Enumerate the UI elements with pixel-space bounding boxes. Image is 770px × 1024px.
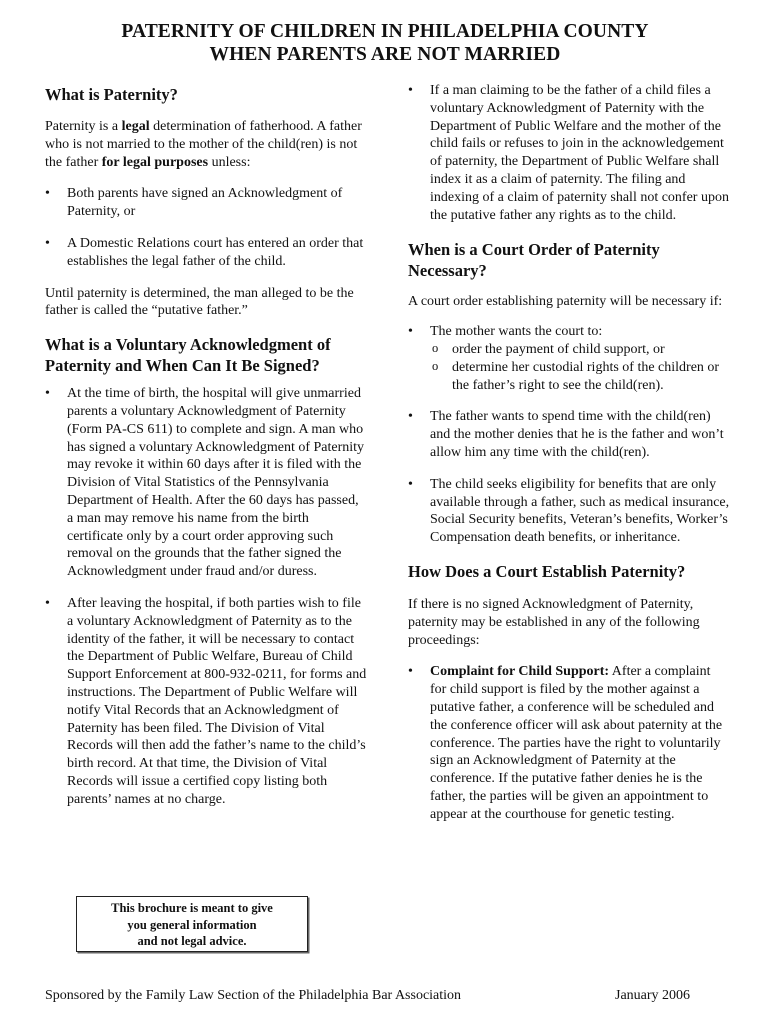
text: determination of fatherhood. A father who is not married to the mother of the child(ren) is not the father (45, 119, 362, 170)
list-item: • The child seeks eligibility for benefits that are only available through a father, such as medical insurance, Social Security benefits, Veteran’s benefits, Worker’s Compensation death benefits, or inheritance. (408, 476, 730, 547)
text: After a complaint for child support is filed by the mother against a putative father, a conference will be scheduled and the conference officer will ask about paternity at the conference. The parties have the right to voluntarily sign an Acknowledgment of Paternity at the conference. If the putative father denies he is the father, the parties will be given an appointment to appear at the courthouse for genetic testing. (430, 664, 723, 822)
text-bold: Complaint for Child Support: (430, 664, 610, 680)
list-item (408, 663, 730, 823)
sub-list-item: o order the payment of child support, or (430, 341, 730, 359)
text: unless: (208, 154, 251, 170)
paragraph-court-order: A court order establishing paternity will be necessary if: (408, 294, 723, 310)
bullet-list-proceedings (408, 663, 730, 823)
bullet-list-claim (408, 82, 730, 224)
list-item: • A Domestic Relations court has entered an order that establishes the legal father of the child. (45, 235, 367, 271)
title-line-2: WHEN PARENTS ARE NOT MARRIED (209, 44, 561, 65)
sub-list-item: o determine her custodial rights of the children or the father’s right to see the child(ren). (430, 359, 730, 395)
bullet-list-voluntary (45, 385, 367, 808)
text-bold: for legal purposes (101, 154, 209, 170)
heading-court-order-necessary: When is a Court Order of Paternity Necessary? (408, 240, 660, 281)
list-item: • The father wants to spend time with the child(ren) and the mother denies that he is the father and won’t allow him any time with the child(ren). (408, 408, 730, 461)
heading-court-establish: How Does a Court Establish Paternity? (408, 561, 686, 581)
list-item-text: The mother wants the court to: (430, 324, 603, 340)
footer-date: January 2006 (615, 988, 691, 1003)
disclaimer-line: and not legal advice. (137, 934, 247, 948)
page-title (0, 20, 770, 66)
paragraph-paternity-definition (45, 118, 367, 171)
sub-list (430, 341, 730, 394)
bullet-list-court-order (408, 323, 730, 547)
title-line-1: PATERNITY OF CHILDREN IN PHILADELPHIA COUNTY (121, 21, 649, 42)
disclaimer-line: you general information (127, 917, 257, 932)
right-column (408, 82, 730, 824)
paragraph-putative-father: Until paternity is determined, the man alleged to be the father is called the “putative father.” (45, 285, 354, 319)
footer-sponsor: Sponsored by the Family Law Section of the Philadelphia Bar Association (45, 988, 462, 1003)
left-column (45, 80, 367, 809)
disclaimer-line: This brochure is meant to give (111, 901, 273, 915)
list-item: • If a man claiming to be the father of a child files a voluntary Acknowledgment of Paternity with the Department of Public Welfare and the mother of the child fails or refuses to join in the acknowledgement of paternity, the Department of Public Welfare shall index it as a claim of paternity. The filing and indexing of a claim of paternity shall not confer upon the putative father any rights as to the child. (408, 82, 730, 224)
list-item: • At the time of birth, the hospital will give unmarried parents a voluntary Acknowledgment of Paternity (Form PA-CS 611) to complete and sign. A man who has signed a voluntary Acknowledgment of Paternity may revoke it within 60 days after it is filed with the Division of Vital Statistics of the Pennsylvania Department of Health. After the 60 days has passed, a man may remove his name from the birth certificate only by a court order approving such removal on the grounds that the father signed the Acknowledgment under fraud and/or duress. (45, 385, 367, 581)
list-item: • After leaving the hospital, if both parties wish to file a voluntary Acknowledgment of Paternity as to the identity of the father, it will be necessary to contact the Department of Public Welfare, Bureau of Child Support Enforcement at 800-932-0211, for forms and instructions. The Department of Public Welfare will notify Vital Records that an Acknowledgment of Paternity has been filed. The Division of Vital Records will then add the father’s name to the child’s birth record. At that time, the Division of Vital Records will issue a certified copy listing both parents’ names at no charge. (45, 595, 367, 809)
paragraph-establish: If there is no signed Acknowledgment of Paternity, paternity may be established in any of the following proceedings: (408, 596, 700, 648)
text: Paternity is a (45, 119, 122, 134)
heading-what-is-paternity: What is Paternity? (45, 85, 178, 104)
text-bold: legal (121, 119, 150, 134)
list-item (408, 323, 730, 394)
list-item: • Both parents have signed an Acknowledgment of Paternity, or (45, 185, 367, 221)
bullet-list-conditions (45, 185, 367, 270)
heading-voluntary-acknowledgment: What is a Voluntary Acknowledgment of Paternity and When Can It Be Signed? (45, 335, 331, 376)
disclaimer-box (76, 896, 308, 952)
